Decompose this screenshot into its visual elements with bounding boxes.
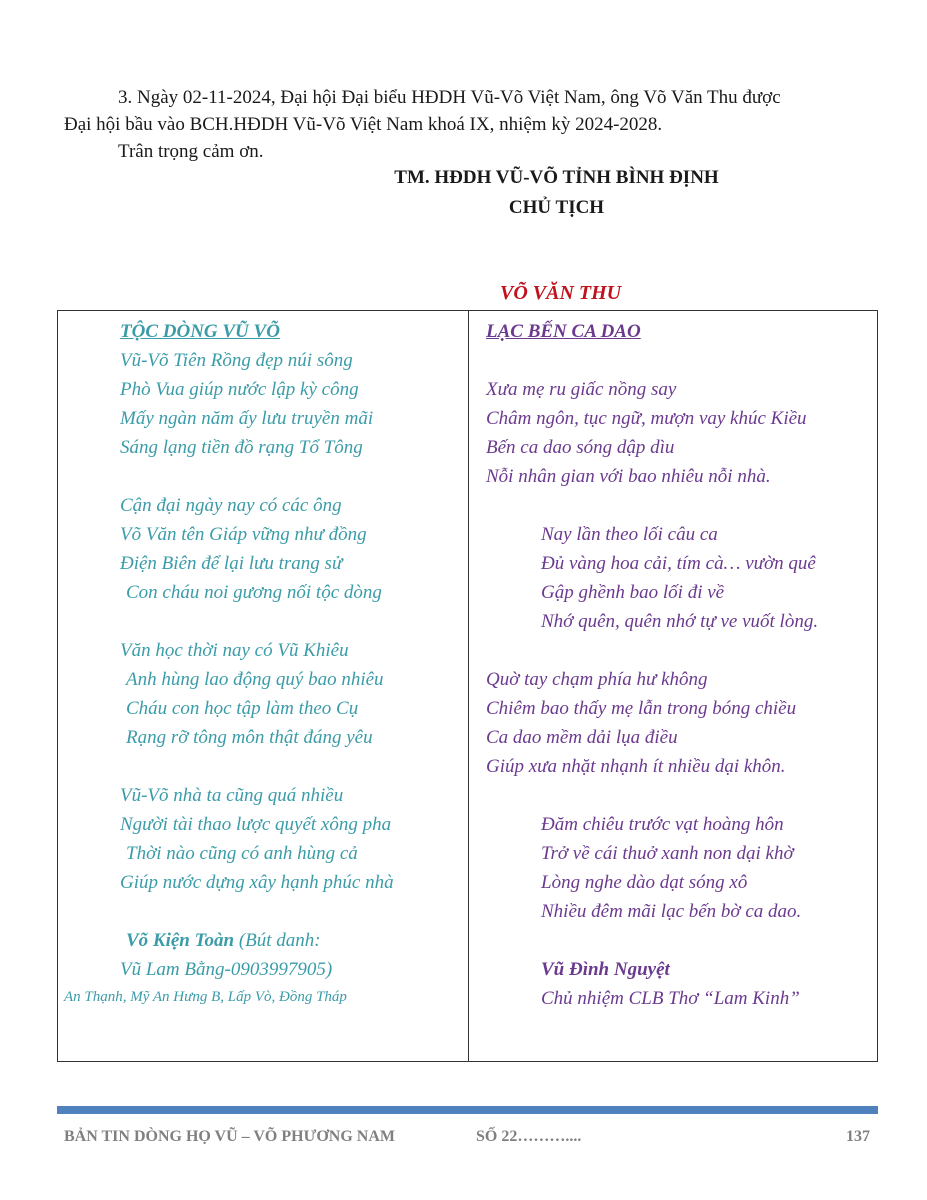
right-poem-author: Vũ Đình Nguyệt [541, 959, 670, 980]
paragraph-3-line-1: 3. Ngày 02-11-2024, Đại hội Đại biểu HĐDH Vũ-Võ Việt Nam, ông Võ Văn Thu được [118, 87, 781, 108]
poem-line: Lòng nghe dào dạt sóng xô [541, 872, 748, 893]
poem-line: Rạng rỡ tông môn thật đáng yêu [126, 727, 373, 748]
right-stanza-1 [486, 375, 818, 491]
poem-line: Chiêm bao thấy mẹ lẫn trong bóng chiều [486, 698, 797, 719]
left-poem-author [120, 926, 394, 955]
spacer [120, 462, 394, 491]
left-author-address: An Thạnh, Mỹ An Hưng B, Lấp Vò, Đồng Tháp [64, 989, 347, 1005]
poem-line: Quờ tay chạm phía hư không [486, 669, 708, 690]
left-poem-lines [120, 346, 394, 926]
spacer [120, 607, 394, 636]
poem-line: Con cháu noi gương nối tộc dòng [126, 582, 382, 603]
poem-line: Điện Biên để lại lưu trang sử [120, 553, 343, 574]
poem-line: Cận đại ngày nay có các ông [120, 495, 342, 516]
poem-line: Mấy ngàn năm ấy lưu truyền mãi [120, 408, 374, 429]
spacer [486, 926, 818, 955]
left-author-pen-name: Vũ Lam Bằng-0903997905) [120, 959, 333, 980]
poem-line: Sáng lạng tiền đồ rạng Tổ Tông [120, 437, 363, 458]
footer-bar [57, 1106, 878, 1114]
page-number: 137 [846, 1128, 870, 1145]
poem-line: Văn học thời nay có Vũ Khiêu [120, 640, 349, 661]
spacer [486, 636, 818, 665]
poem-line: Giúp xưa nhặt nhạnh ít nhiều dại khôn. [486, 756, 786, 777]
publication-name: BẢN TIN DÒNG HỌ VŨ – VÕ PHƯƠNG NAM [64, 1128, 395, 1145]
thanks-text: Trân trọng cảm ơn. [118, 141, 264, 162]
right-stanza-3 [486, 665, 818, 781]
poem-line: Nay lần theo lối câu ca [541, 524, 718, 545]
poem-line: Xưa mẹ ru giấc nồng say [486, 379, 677, 400]
poem-line: Trở về cái thuở xanh non dại khờ [541, 843, 794, 864]
spacer [486, 491, 818, 520]
spacer [120, 897, 394, 926]
poem-line: Đăm chiêu trước vạt hoàng hôn [541, 814, 784, 835]
left-poem-title: TỘC DÒNG VŨ VÕ [120, 321, 280, 342]
left-author-name: Võ Kiện Toàn [126, 930, 235, 951]
right-stanza-4 [486, 810, 818, 926]
spacer [486, 346, 818, 375]
poem-line: Châm ngôn, tục ngữ, mượn vay khúc Kiều [486, 408, 807, 429]
right-poem [486, 317, 818, 1013]
right-poem-cell [469, 311, 877, 1061]
spacer [120, 752, 394, 781]
poem-line: Nỗi nhân gian với bao nhiêu nỗi nhà. [486, 466, 771, 487]
poem-line: Giúp nước dựng xây hạnh phúc nhà [120, 872, 394, 893]
signer-name: VÕ VĂN THU [500, 282, 622, 304]
position-heading: CHỦ TỊCH [508, 197, 605, 218]
left-poem [64, 317, 394, 1010]
poem-line: Võ Văn tên Giáp vững như đồng [120, 524, 367, 545]
poem-line: Vũ-Võ nhà ta cũng quá nhiều [120, 785, 344, 806]
poem-line: Người tài thao lược quyết xông pha [120, 814, 392, 835]
poem-line: Nhớ quên, quên nhớ tự ve vuốt lòng. [541, 611, 819, 632]
poem-table [57, 310, 878, 1062]
poem-line: Ca dao mềm dải lụa điều [486, 727, 678, 748]
left-poem-cell [58, 311, 469, 1061]
org-heading: TM. HĐDH VŨ-VÕ TỈNH BÌNH ĐỊNH [394, 167, 719, 188]
right-poem-author-role: Chủ nhiệm CLB Thơ “Lam Kinh” [541, 988, 800, 1009]
spacer [486, 781, 818, 810]
poem-line: Anh hùng lao động quý bao nhiêu [126, 669, 384, 690]
poem-line: Nhiều đêm mãi lạc bến bờ ca dao. [541, 901, 802, 922]
poem-line: Gập ghềnh bao lối đi về [541, 582, 725, 603]
poem-line: Thời nào cũng có anh hùng cả [126, 843, 358, 864]
right-poem-title: LẠC BẾN CA DAO [486, 321, 641, 342]
announcement-text [64, 84, 870, 165]
right-stanza-2 [486, 520, 818, 636]
poem-line: Đủ vàng hoa cải, tím cà… vườn quê [541, 553, 816, 574]
paragraph-3-line-2: Đại hội bầu vào BCH.HĐDH Vũ-Võ Việt Nam khoá IX, nhiệm kỳ 2024-2028. [64, 114, 663, 135]
left-author-pen: (Bút danh: [234, 930, 321, 951]
poem-line: Vũ-Võ Tiên Rồng đẹp núi sông [120, 350, 353, 371]
poem-line: Phò Vua giúp nước lập kỳ công [120, 379, 359, 400]
poem-line: Cháu con học tập làm theo Cụ [126, 698, 359, 719]
poem-line: Bến ca dao sóng dập dìu [486, 437, 675, 458]
issue-number: SỐ 22……….... [476, 1128, 582, 1145]
